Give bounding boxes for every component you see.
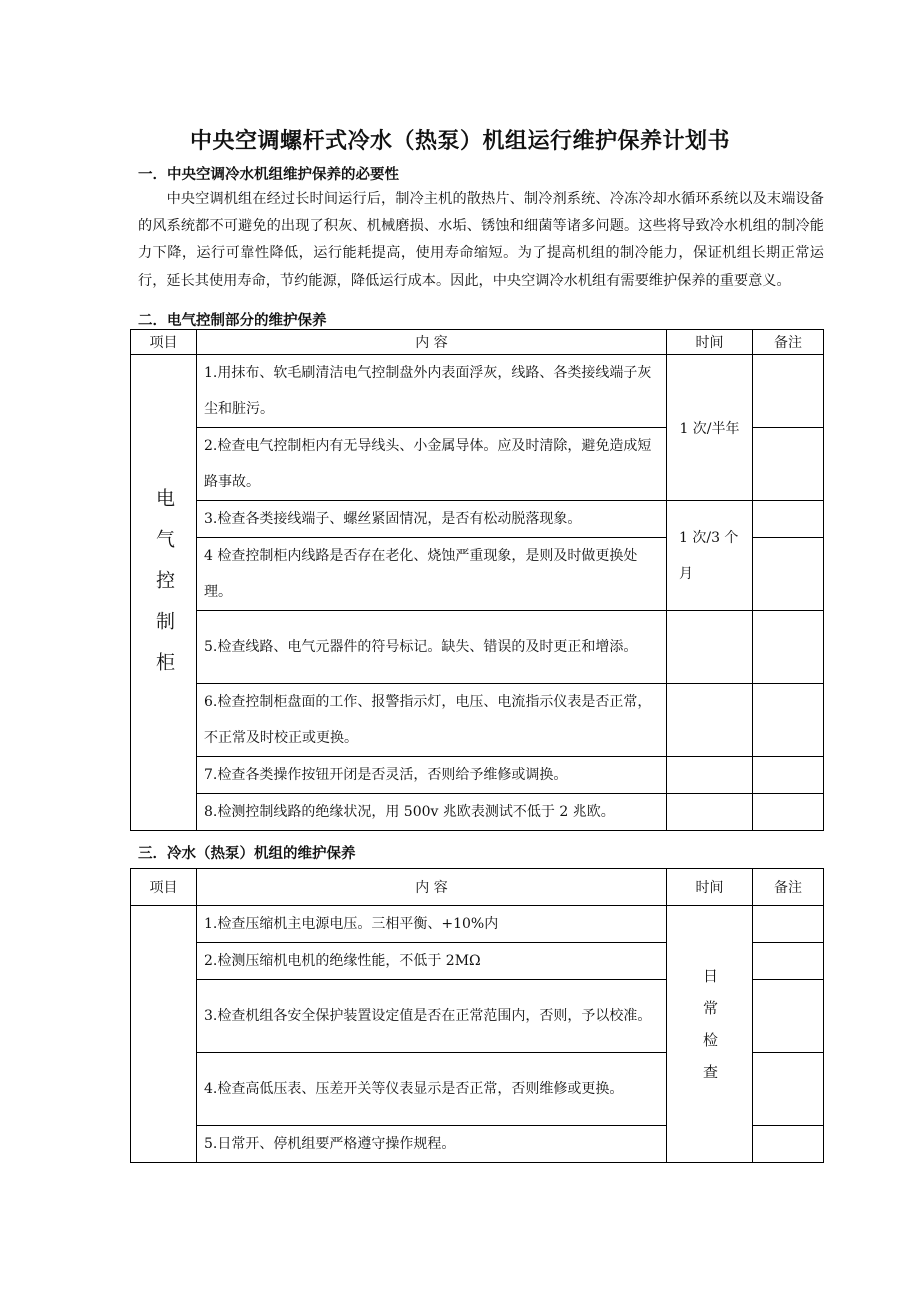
remark-cell <box>753 355 824 428</box>
time-cell-empty <box>667 684 753 757</box>
header-content: 内 容 <box>197 330 667 355</box>
time-cell-empty <box>667 611 753 684</box>
time-cell-empty <box>667 794 753 831</box>
remark-cell <box>753 943 824 980</box>
category-label: 电气控制柜 <box>153 488 175 693</box>
header-remark: 备注 <box>753 330 824 355</box>
remark-cell <box>753 684 824 757</box>
remark-cell <box>753 794 824 831</box>
table-row <box>131 684 824 757</box>
table-row <box>131 611 824 684</box>
remark-cell <box>753 611 824 684</box>
content-cell: 7.检查各类操作按钮开闭是否灵活，否则给予维修或调换。 <box>197 757 667 794</box>
header-remark: 备注 <box>753 869 824 906</box>
time-cell: 1 次/半年 <box>667 355 753 501</box>
remark-cell <box>753 428 824 501</box>
remark-cell <box>753 538 824 611</box>
chiller-maintenance-table <box>130 868 824 1163</box>
time-cell <box>667 906 753 1163</box>
table-row <box>131 355 824 428</box>
table-row <box>131 794 824 831</box>
section3-heading: 三．冷水（热泵）机组的维护保养 <box>138 846 356 862</box>
time-cell-empty <box>667 757 753 794</box>
content-cell: 5.检查线路、电气元器件的符号标记。缺失、错误的及时更正和增添。 <box>197 611 667 684</box>
header-time: 时间 <box>667 869 753 906</box>
document-title: 中央空调螺杆式冷水（热泵）机组运行维护保养计划书 <box>189 129 730 154</box>
table-row <box>131 757 824 794</box>
content-cell: 1.检查压缩机主电源电压。三相平衡、+10%内 <box>197 906 667 943</box>
header-item: 项目 <box>131 869 197 906</box>
category-cell-empty <box>131 906 197 1163</box>
time-cell: 1 次/3 个月 <box>667 501 753 611</box>
time-label: 日常检查 <box>701 968 719 1096</box>
content-cell: 8.检测控制线路的绝缘状况，用 500v 兆欧表测试不低于 2 兆欧。 <box>197 794 667 831</box>
table-row <box>131 906 824 943</box>
content-cell: 4.检查高低压表、压差开关等仪表显示是否正常，否则维修或更换。 <box>197 1053 667 1126</box>
section2-heading: 二．电气控制部分的维护保养 <box>138 313 327 329</box>
content-cell: 2.检查电气控制柜内有无导线头、小金属导体。应及时清除，避免造成短路事故。 <box>197 428 667 501</box>
remark-cell <box>753 906 824 943</box>
section1-heading: 一．中央空调冷水机组维护保养的必要性 <box>138 167 399 183</box>
electrical-maintenance-table <box>130 329 824 831</box>
table-header-row <box>131 869 824 906</box>
header-content: 内 容 <box>197 869 667 906</box>
table-row <box>131 501 824 538</box>
content-cell: 3.检查机组各安全保护装置设定值是否在正常范围内，否则，予以校准。 <box>197 980 667 1053</box>
content-cell: 3.检查各类接线端子、螺丝紧固情况，是否有松动脱落现象。 <box>197 501 667 538</box>
category-cell <box>131 355 197 831</box>
content-cell: 1.用抹布、软毛刷清洁电气控制盘外内表面浮灰，线路、各类接线端子灰尘和脏污。 <box>197 355 667 428</box>
remark-cell <box>753 1053 824 1126</box>
content-cell: 2.检测压缩机电机的绝缘性能，不低于 2MΩ <box>197 943 667 980</box>
section1-paragraph: 中央空调机组在经过长时间运行后，制冷主机的散热片、制冷剂系统、冷冻冷却水循环系统以及末端设备的风系统都不可避免的出现了积灰、机械磨损、水垢、锈蚀和细菌等诸多问题。这些将导致冷水机组的制冷能力下降，运行可靠性降低，运行能耗提高，使用寿命缩短。为了提高机组的制冷能力，保证机组长期正常运行，延长其使用寿命，节约能源，降低运行成本。因此，中央空调冷水机组有需要维护保养的重要意义。 <box>138 191 824 289</box>
remark-cell <box>753 501 824 538</box>
remark-cell <box>753 757 824 794</box>
header-time: 时间 <box>667 330 753 355</box>
table-header-row <box>131 330 824 355</box>
remark-cell <box>753 1126 824 1163</box>
remark-cell <box>753 980 824 1053</box>
content-cell: 6.检查控制柜盘面的工作、报警指示灯，电压、电流指示仪表是否正常，不正常及时校正或更换。 <box>197 684 667 757</box>
content-cell: 5.日常开、停机组要严格遵守操作规程。 <box>197 1126 667 1163</box>
header-item: 项目 <box>131 330 197 355</box>
content-cell: 4 检查控制柜内线路是否存在老化、烧蚀严重现象，是则及时做更换处理。 <box>197 538 667 611</box>
